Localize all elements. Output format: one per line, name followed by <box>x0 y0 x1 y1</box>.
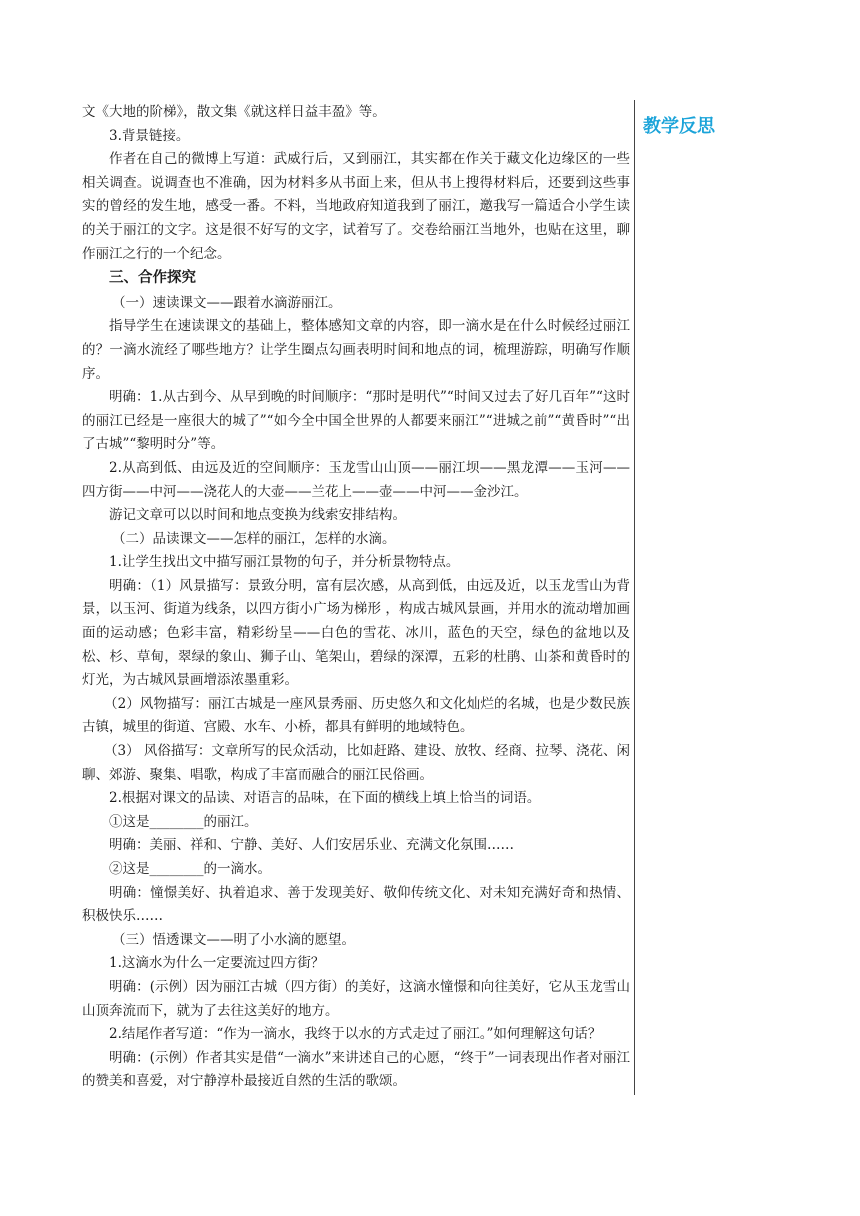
teaching-reflection-heading: 教学反思 <box>643 116 715 137</box>
paragraph: （一）速读课文——跟着水滴游丽江。 <box>112 294 342 311</box>
paragraph: 明确：1.从古到今、从早到晚的时间顺序：“那时是明代”“时间又过去了好几百年”“这时的丽江已经是一座很大的城了”“如今全中国全世界的人都要来丽江”“进城之前”“黄昏时”“出了古城”“黎明时分”等。 <box>82 389 630 453</box>
paragraph: （二）品读课文——怎样的丽江，怎样的水滴。 <box>112 530 396 547</box>
paragraph: 2.结尾作者写道：“作为一滴水，我终于以水的方式走过了丽江。”如何理解这句话？ <box>109 1026 602 1043</box>
column-divider <box>634 100 635 1095</box>
paragraph: （三）悟透课文——明了小水滴的愿望。 <box>112 931 355 948</box>
paragraph: 明确：(示例）作者其实是借“一滴水”来讲述自己的心愿，“终于”一词表现出作者对丽江的赞美和喜爱，对宁静淳朴最接近自然的生活的歌颂。 <box>82 1049 630 1090</box>
paragraph: 1.让学生找出文中描写丽江景物的句子，并分析景物特点。 <box>109 554 460 571</box>
paragraph: 明确：美丽、祥和、宁静、美好、人们安居乐业、充满文化氛围…… <box>109 837 514 854</box>
paragraph: 3.背景链接。 <box>109 127 190 144</box>
paragraph: 文《大地的阶梯》，散文集《就这样日益丰盈》等。 <box>82 104 386 120</box>
paragraph: ①这是________的丽江。 <box>109 813 258 830</box>
paragraph: 游记文章可以以时间和地点变换为线索安排结构。 <box>109 507 406 524</box>
paragraph: （2）风物描写：丽江古城是一座风景秀丽、历史悠久和文化灿烂的名城，也是少数民族古镇，城里的街道、宫殿、水车、小桥，都具有鲜明的地域特色。 <box>82 695 630 736</box>
section-heading: 三、合作探究 <box>109 270 196 287</box>
paragraph: 作者在自己的微博上写道：武威行后，又到丽江，其实都在作关于藏文化边缘区的一些相关调查。说调查也不准确，因为材料多从书面上来，但从书上搜得材料后，还要到这些事实的曾经的发生地，感受一番。不料，当地政府知道我到了丽江，邀我写一篇适合小学生读的关于丽江的文字。这是很不好写的文字，试着写了。交卷给丽江当地外，也贴在这里，聊作丽江之行的一个纪念。 <box>82 151 630 262</box>
paragraph: （3） 风俗描写：文章所写的民众活动，比如赶路、建设、放牧、经商、拉琴、浇花、闲聊、郊游、聚集、唱歌，构成了丰富而融合的丽江民俗画。 <box>82 743 630 783</box>
paragraph: 明确：憧憬美好、执着追求、善于发现美好、敬仰传统文化、对未知充满好奇和热情、积极快乐…… <box>82 884 630 925</box>
paragraph: 明确：（1）风景描写：景致分明，富有层次感，从高到低，由远及近，以玉龙雪山为背景，以玉河、街道为线条，以四方街小广场为梯形 ，构成古城风景画，并用水的流动增加画面的运动感；色彩丰富，精彩纷呈——白色的雪花、冰川，蓝色的天空，绿色的盆地以及松、杉、草甸，翠绿的象山、狮子山、笔架山，碧绿的深潭，五彩的杜鹃、山茶和黄昏时的灯光，为古城风景画增添浓墨重彩。 <box>82 577 630 689</box>
paragraph: 2.根据对课文的品读、对语言的品味，在下面的横线上填上恰当的词语。 <box>109 790 541 807</box>
paragraph: 2.从高到低、由远及近的空间顺序：玉龙雪山山顶——丽江坝——黑龙潭——玉河——四方街——中河——浇花人的大壶——兰花上——壶——中河——金沙江。 <box>82 459 630 500</box>
lesson-content <box>82 101 630 1094</box>
paragraph: 1.这滴水为什么一定要流过四方街？ <box>109 955 325 972</box>
paragraph: 指导学生在速读课文的基础上，整体感知文章的内容，即一滴水是在什么时候经过丽江的？一滴水流经了哪些地方？让学生圈点勾画表明时间和地点的词，梳理游踪，明确写作顺序。 <box>82 318 630 382</box>
paragraph: ②这是________的一滴水。 <box>109 861 271 877</box>
paragraph: 明确：(示例）因为丽江古城（四方街）的美好，这滴水憧憬和向往美好，它从玉龙雪山山顶奔流而下，就为了去往这美好的地方。 <box>82 978 630 1019</box>
